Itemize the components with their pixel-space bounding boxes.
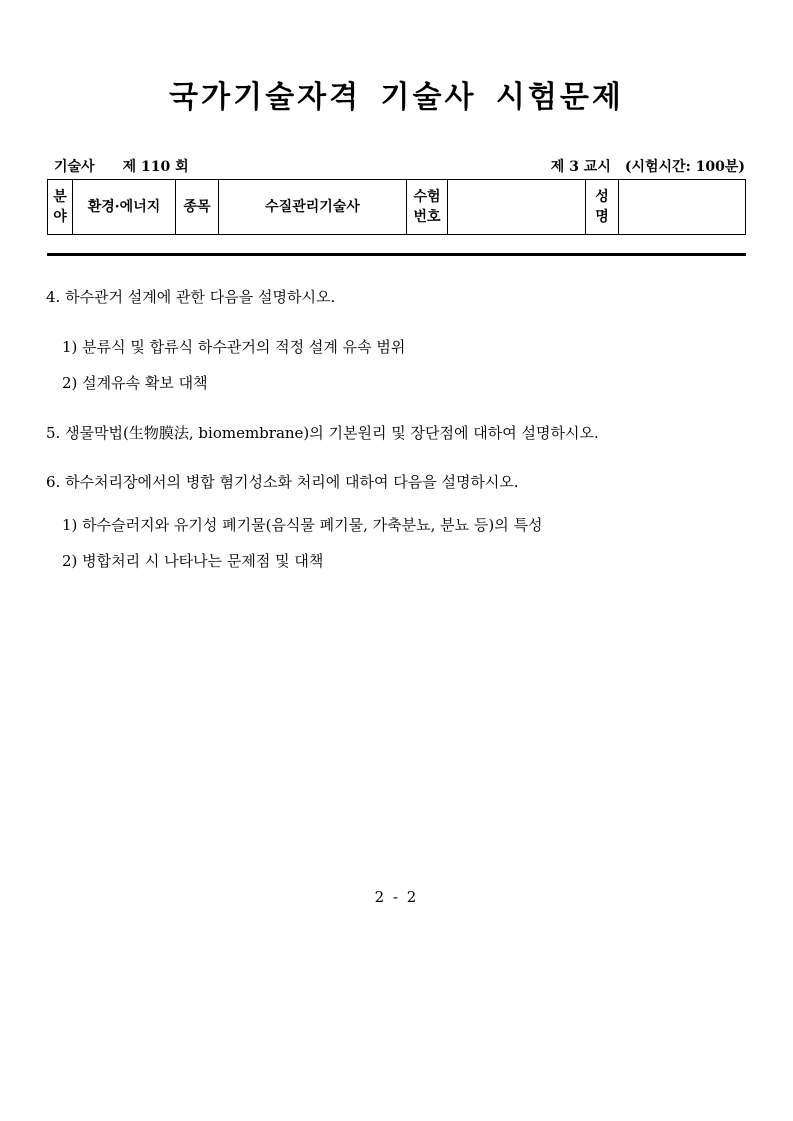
exam-duration: (시험시간: 100분)	[624, 159, 745, 175]
question-5: 5. 생물막법(生物膜法, biomembrane)의 기본원리 및 장단점에 대하여 설명하시오.	[46, 424, 599, 442]
exam-number-label-bottom: 번호	[413, 209, 441, 225]
item-value: 수질관리기술사	[219, 180, 407, 235]
header-divider	[47, 253, 746, 256]
exam-category-round	[54, 156, 189, 176]
field-label-top: 분	[53, 189, 67, 205]
page-title: 국가기술자격 기술사 시험문제	[169, 80, 624, 115]
exam-session: 제 3 교시	[550, 159, 611, 175]
field-label	[48, 180, 73, 235]
question-6: 6. 하수처리장에서의 병합 혐기성소화 처리에 대하여 다음을 설명하시오.	[46, 473, 519, 491]
question-4-sub-2: 2) 설계유속 확보 대책	[62, 374, 208, 392]
question-6-sub-1: 1) 하수슬러지와 유기성 폐기물(음식물 폐기물, 가축분뇨, 분뇨 등)의 특성	[62, 516, 543, 534]
exam-category: 기술사	[54, 159, 95, 175]
exam-number-label-top: 수험	[413, 189, 441, 205]
exam-session-duration	[551, 156, 745, 176]
field-label-bottom: 야	[53, 209, 67, 225]
item-label: 종목	[176, 180, 219, 235]
exam-info-table	[47, 179, 746, 235]
question-4-sub-1: 1) 분류식 및 합류식 하수관거의 적정 설계 유속 범위	[62, 338, 406, 356]
question-4: 4. 하수관거 설계에 관한 다음을 설명하시오.	[46, 288, 336, 306]
name-field[interactable]	[619, 180, 746, 235]
exam-number-field[interactable]	[448, 180, 586, 235]
exam-number-label	[407, 180, 448, 235]
name-label-top: 성	[595, 189, 609, 205]
exam-round: 제 110 회	[122, 159, 189, 175]
name-label	[586, 180, 619, 235]
question-6-sub-2: 2) 병합처리 시 나타나는 문제점 및 대책	[62, 552, 324, 570]
page-number: 2 - 2	[374, 888, 419, 906]
name-label-bottom: 명	[595, 209, 609, 225]
field-value: 환경·에너지	[73, 180, 176, 235]
